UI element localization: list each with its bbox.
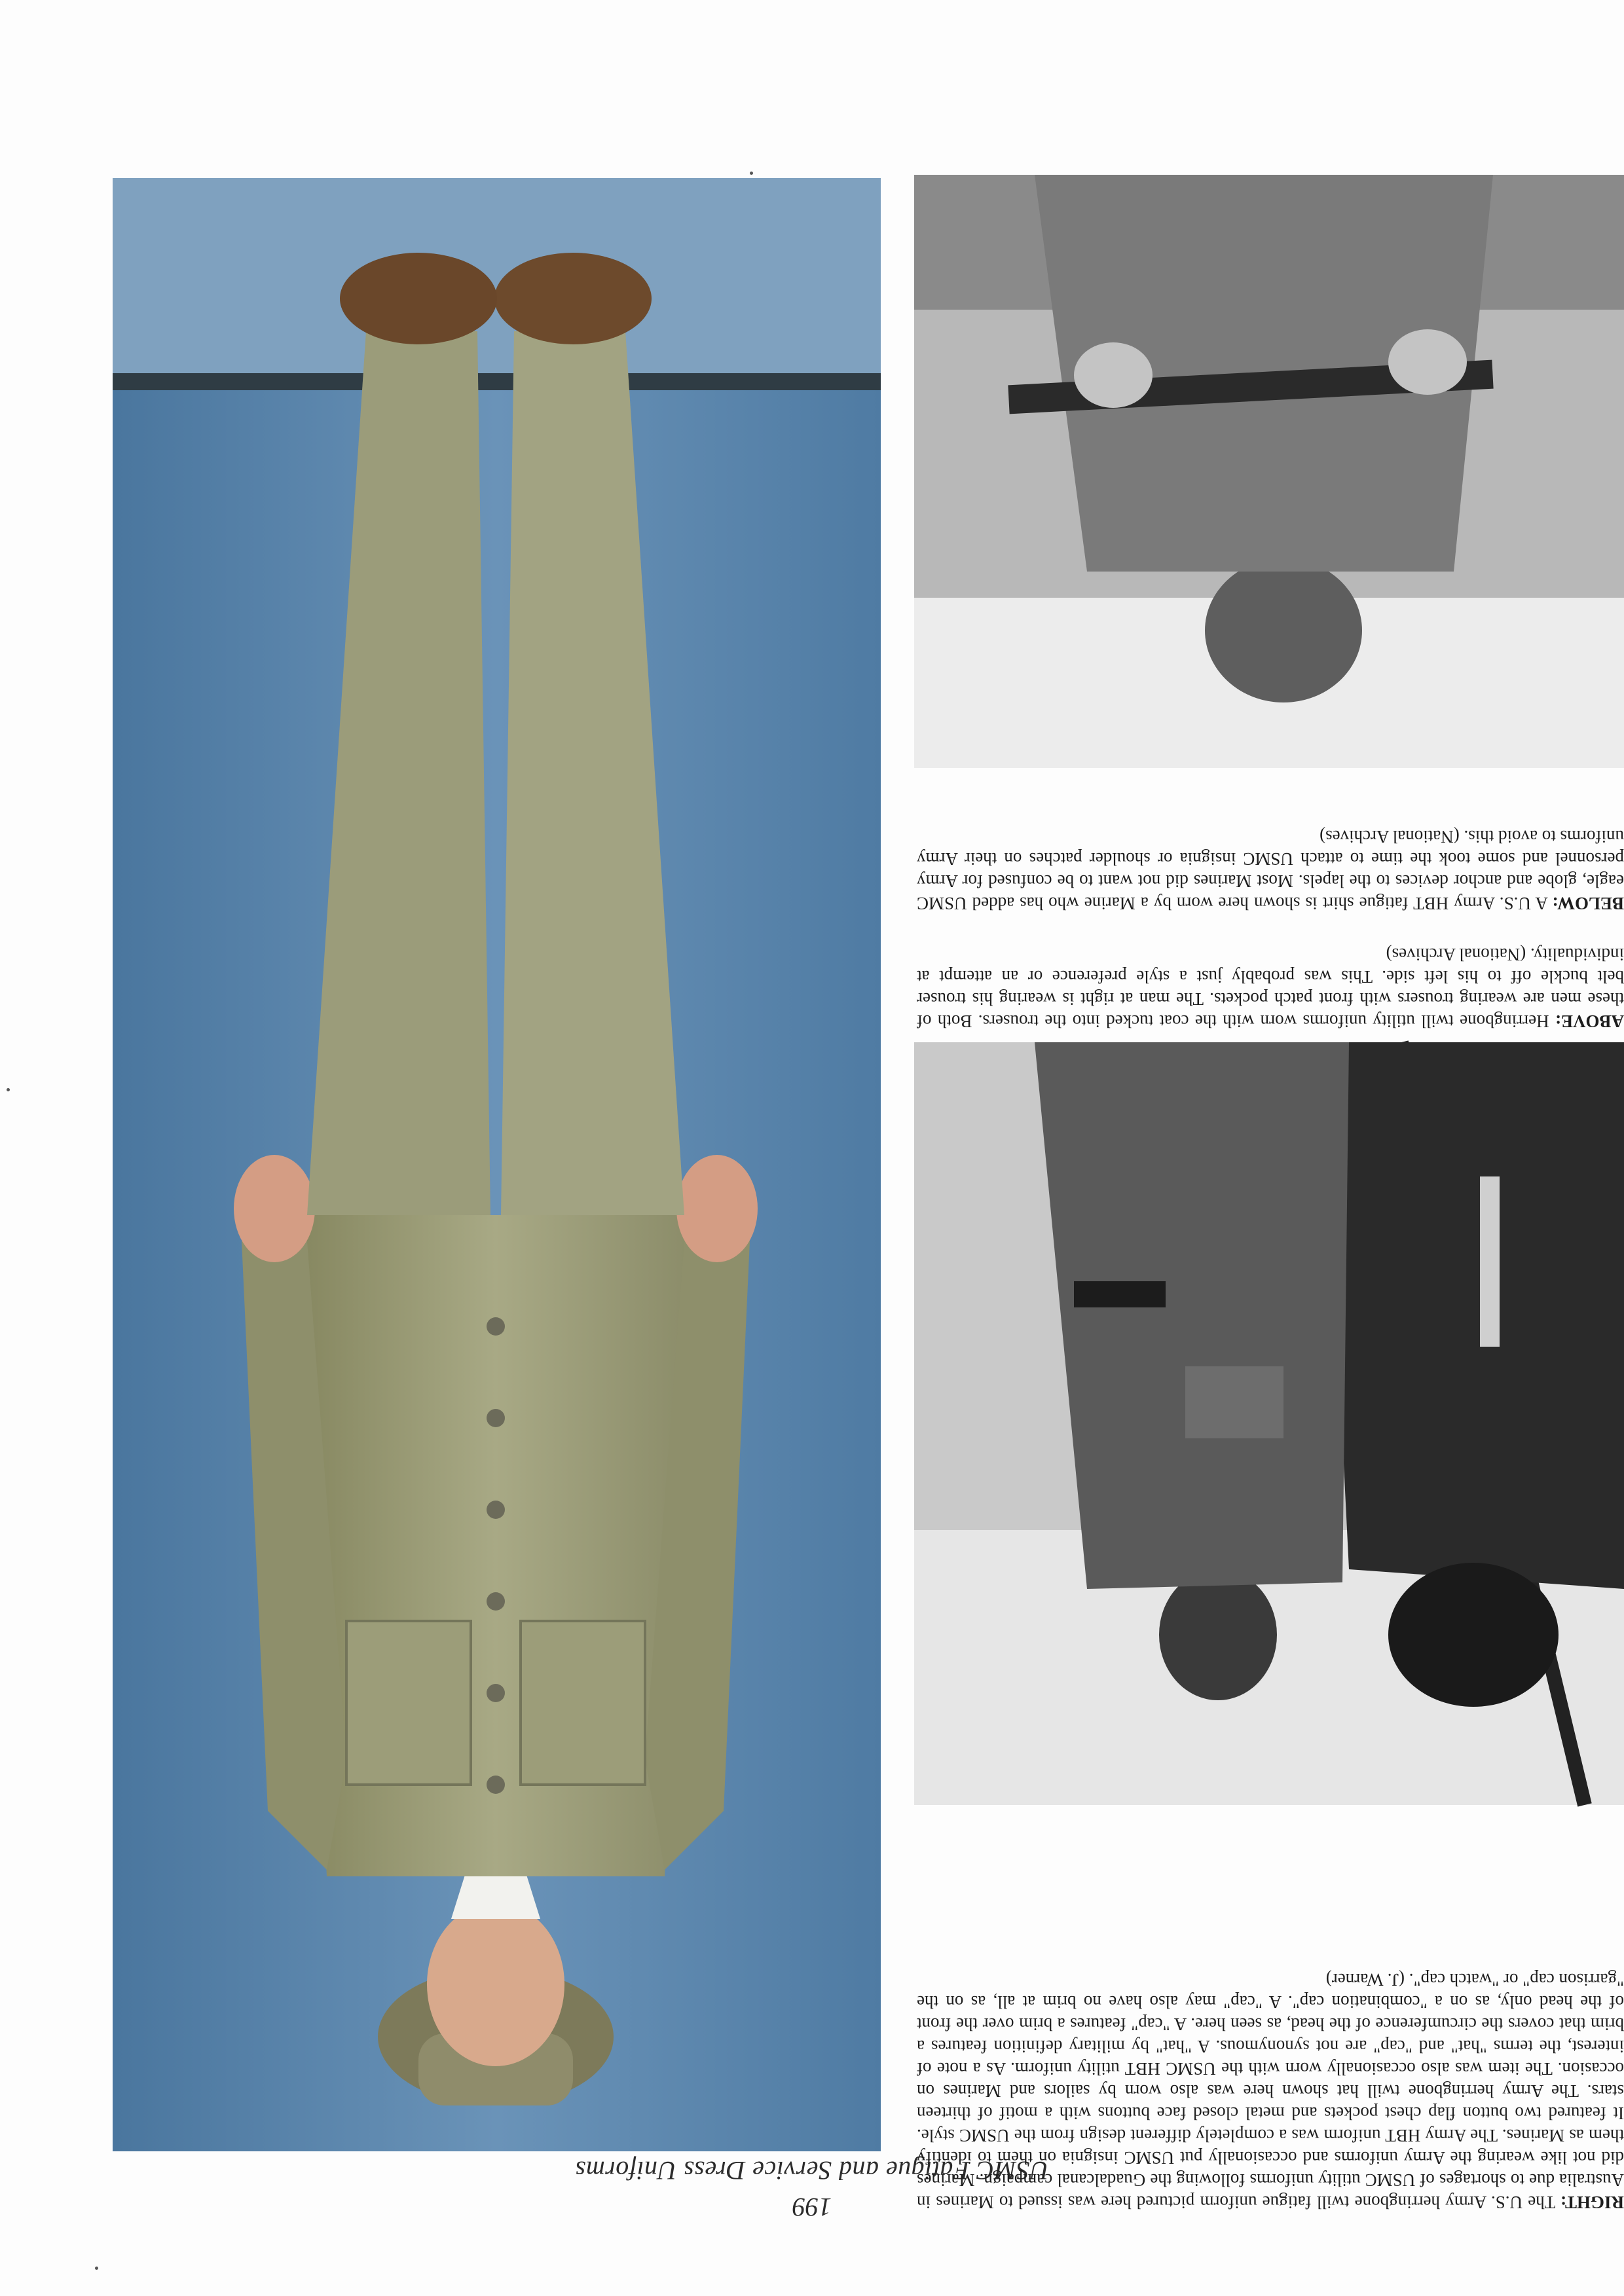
page-number: 199 [792, 2193, 832, 2222]
caption-right-text: The U.S. Army herringbone twill fatigue uniform pictured here was issued to Marines in Australia due to shortages of USMC utility uniforms following the Guadalcanal campaign. Marines did not like wearing the Army uniforms and occasionally put USMC insignia on them to identify them as Marines. The Army HBT uniform was a completely different design from the USMC style. It featured two button flap chest pockets and metal closed face buttons with a motif of thirteen stars. The Army herringbone twill hat shown here was also worn by sailors and Marines on occasion. The item was also occasionally worn with the USMC HBT utility uniform. As a note of interest, the terms "hat" and "cap" are not synonymous. A "hat" by military definition features a brim that covers the circumference of the head, as seen here. A "cap" features a brim over the front of the head only, as on a "combination cap". A "cap" may also have no brim at all, as on the "garrison cap" or "watch cap". (J. Warner) [917, 1970, 1624, 2212]
caption-above [916, 945, 1624, 1032]
caption-right-lead: RIGHT: [1560, 2193, 1624, 2212]
photo-bw-marine-smg [914, 175, 1624, 768]
caption-below-lead: BELOW: [1552, 894, 1624, 913]
caption-below-text: A U.S. Army HBT fatigue shirt is shown here worn by a Marine who has added USMC eagle, globe and anchor devices to the lapels. Most Marines did not want to be confused for Army personnel and some took the time to attach USMC insignia or shoulder patches on their Army uniforms to avoid this. (National Archives) [917, 827, 1624, 913]
marine-smg-illustration [914, 175, 1624, 768]
caption-right [917, 1801, 1624, 2214]
photo-bw-marines-hbt [914, 1042, 1624, 1805]
marines-hbt-illustration [914, 1042, 1624, 1805]
dust-speck [750, 172, 753, 175]
dust-speck [7, 1088, 10, 1091]
caption-below [917, 784, 1624, 915]
caption-above-lead: ABOVE: [1555, 1011, 1624, 1031]
photo-large-color [113, 178, 881, 2151]
running-head: USMC Fatigue and Service Dress Uniforms [575, 2156, 1049, 2185]
dust-speck [95, 2267, 98, 2270]
uniform-figure-illustration [113, 178, 881, 2151]
caption-above-text: Herringbone twill utility uniforms worn with the coat tucked into the trousers. Both of these men are wearing trousers with front patch pockets. The man at right is wearing his trouser belt buckle off to his left side. This was probably just a style preference or an attempt at individuality. (National Archives) [916, 945, 1624, 1031]
